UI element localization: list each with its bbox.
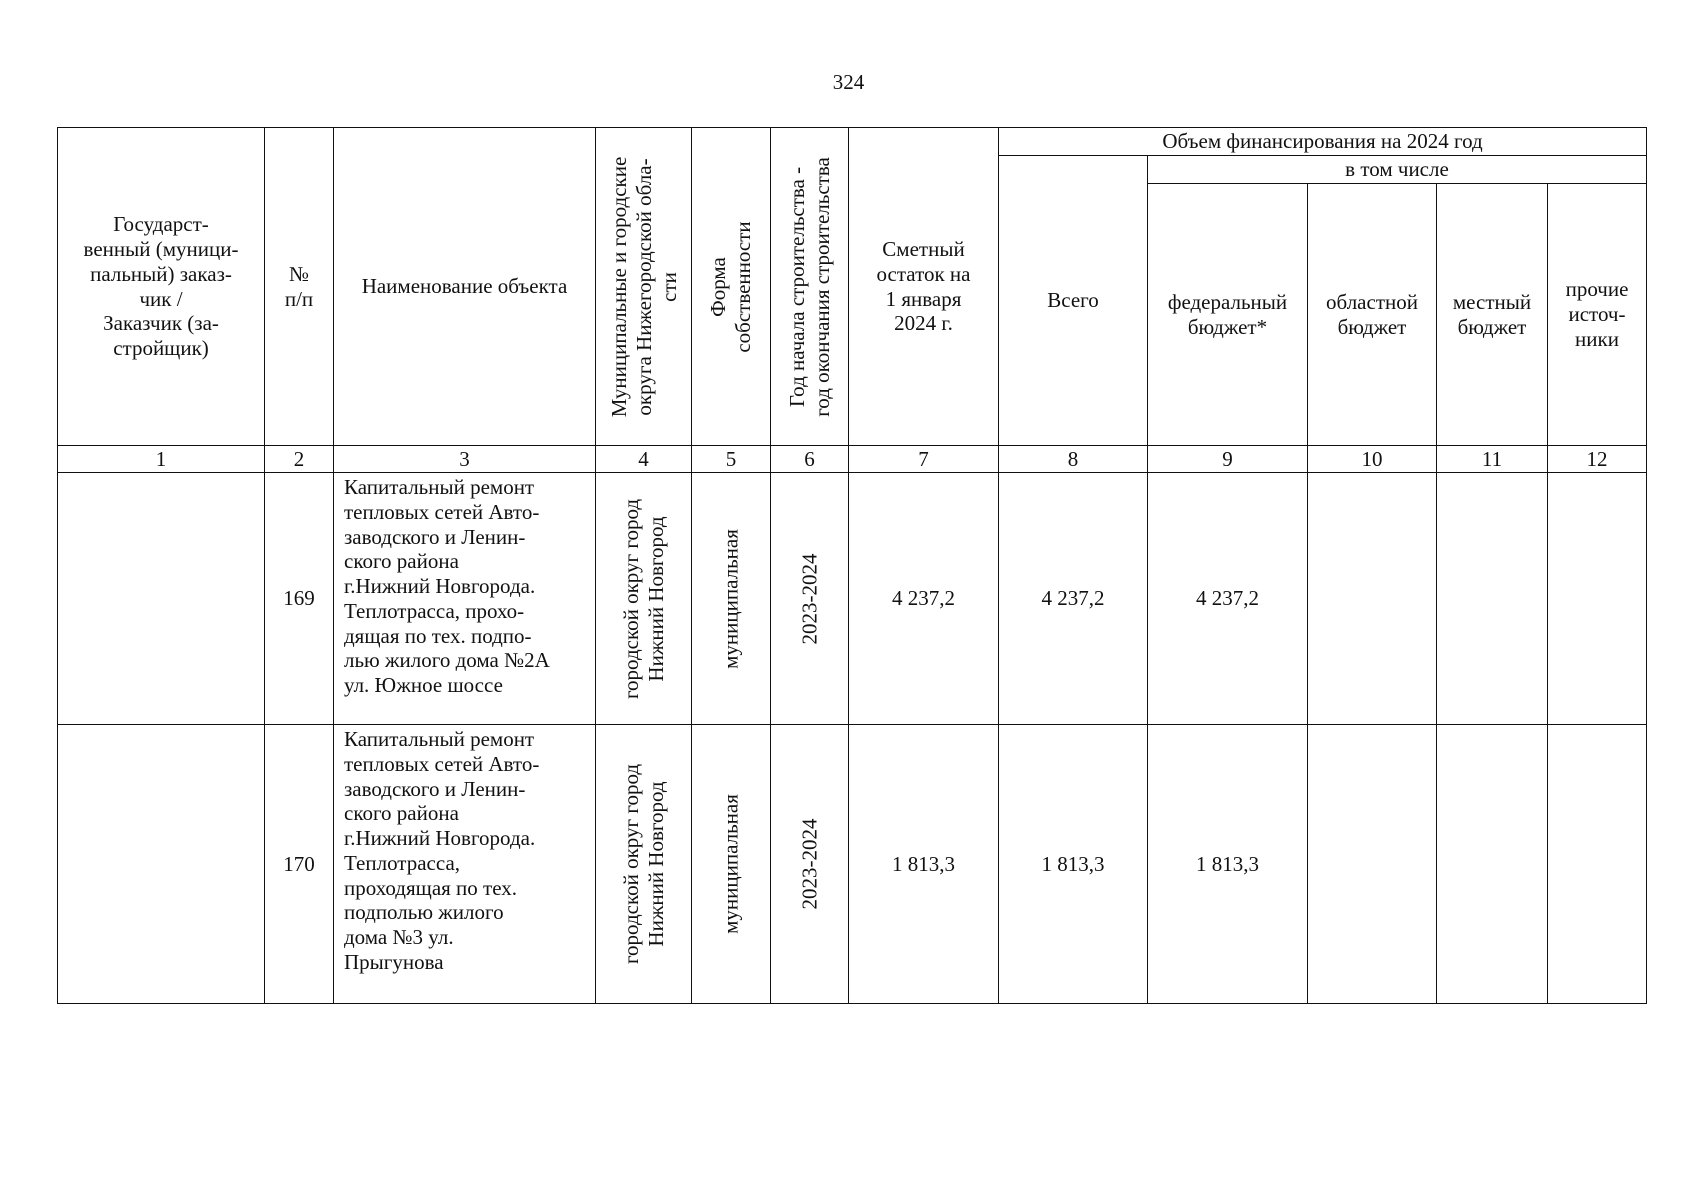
local-budget-cell [1437, 725, 1548, 1004]
row-number-cell: 170 [265, 725, 334, 1004]
years-cell: 2023-2024 [771, 473, 849, 725]
object-name-cell: Капитальный ремонт тепловых сетей Авто- заводского и Ленин- ского района г.Нижний Новгорода. Теплотрасса, проходящая по тех. подполью жилого дома №3 ул. Прыгунова [334, 725, 596, 1004]
header-row [58, 128, 1647, 156]
district-cell: городской округ город Нижний Новгород [596, 473, 692, 725]
estimate-balance-cell: 4 237,2 [849, 473, 999, 725]
total-cell: 4 237,2 [999, 473, 1148, 725]
customer-cell [58, 473, 265, 725]
column-number: 4 [596, 446, 692, 473]
header-row-number: № п/п [265, 128, 334, 446]
column-number: 7 [849, 446, 999, 473]
column-number: 10 [1308, 446, 1437, 473]
header-estimate-balance: Сметный остаток на 1 января 2024 г. [849, 128, 999, 446]
header-ownership: Форма собственности [692, 128, 771, 446]
regional-budget-cell [1308, 725, 1437, 1004]
column-number: 12 [1548, 446, 1647, 473]
column-number: 8 [999, 446, 1148, 473]
financing-table [57, 127, 1647, 1004]
column-numbers-row [58, 446, 1647, 473]
header-regional-budget: областной бюджет [1308, 184, 1437, 446]
header-total: Всего [999, 156, 1148, 446]
header-other-sources: прочие источ- ники [1548, 184, 1647, 446]
local-budget-cell [1437, 473, 1548, 725]
district-cell: городской округ город Нижний Новгород [596, 725, 692, 1004]
object-name-cell: Капитальный ремонт тепловых сетей Авто- заводского и Ленин- ского района г.Нижний Новгорода. Теплотрасса, прохо- дящая по тех. подпо- лью жилого дома №2А ул. Южное шоссе [334, 473, 596, 725]
column-number: 1 [58, 446, 265, 473]
header-object-name: Наименование объекта [334, 128, 596, 446]
row-number-cell: 169 [265, 473, 334, 725]
header-federal-budget: федеральный бюджет* [1148, 184, 1308, 446]
federal-budget-cell: 1 813,3 [1148, 725, 1308, 1004]
ownership-cell: муниципальная [692, 725, 771, 1004]
column-number: 6 [771, 446, 849, 473]
total-cell: 1 813,3 [999, 725, 1148, 1004]
header-including: в том числе [1148, 156, 1647, 184]
federal-budget-cell: 4 237,2 [1148, 473, 1308, 725]
column-number: 3 [334, 446, 596, 473]
header-construction-years: Год начала строительства - год окончания строительства [771, 128, 849, 446]
header-district: Муниципальные и городские округа Нижегородской обла- сти [596, 128, 692, 446]
customer-cell [58, 725, 265, 1004]
column-number: 5 [692, 446, 771, 473]
regional-budget-cell [1308, 473, 1437, 725]
page-number: 324 [832, 70, 865, 94]
column-number: 9 [1148, 446, 1308, 473]
other-sources-cell [1548, 473, 1647, 725]
other-sources-cell [1548, 725, 1647, 1004]
estimate-balance-cell: 1 813,3 [849, 725, 999, 1004]
header-financing-title: Объем финансирования на 2024 год [999, 128, 1647, 156]
ownership-cell: муниципальная [692, 473, 771, 725]
years-cell: 2023-2024 [771, 725, 849, 1004]
header-local-budget: местный бюджет [1437, 184, 1548, 446]
table-row [58, 473, 1647, 725]
header-customer: Государст- венный (муници- пальный) заказ- чик / Заказчик (за- стройщик) [58, 128, 265, 446]
column-number: 2 [265, 446, 334, 473]
table-row [58, 725, 1647, 1004]
column-number: 11 [1437, 446, 1548, 473]
